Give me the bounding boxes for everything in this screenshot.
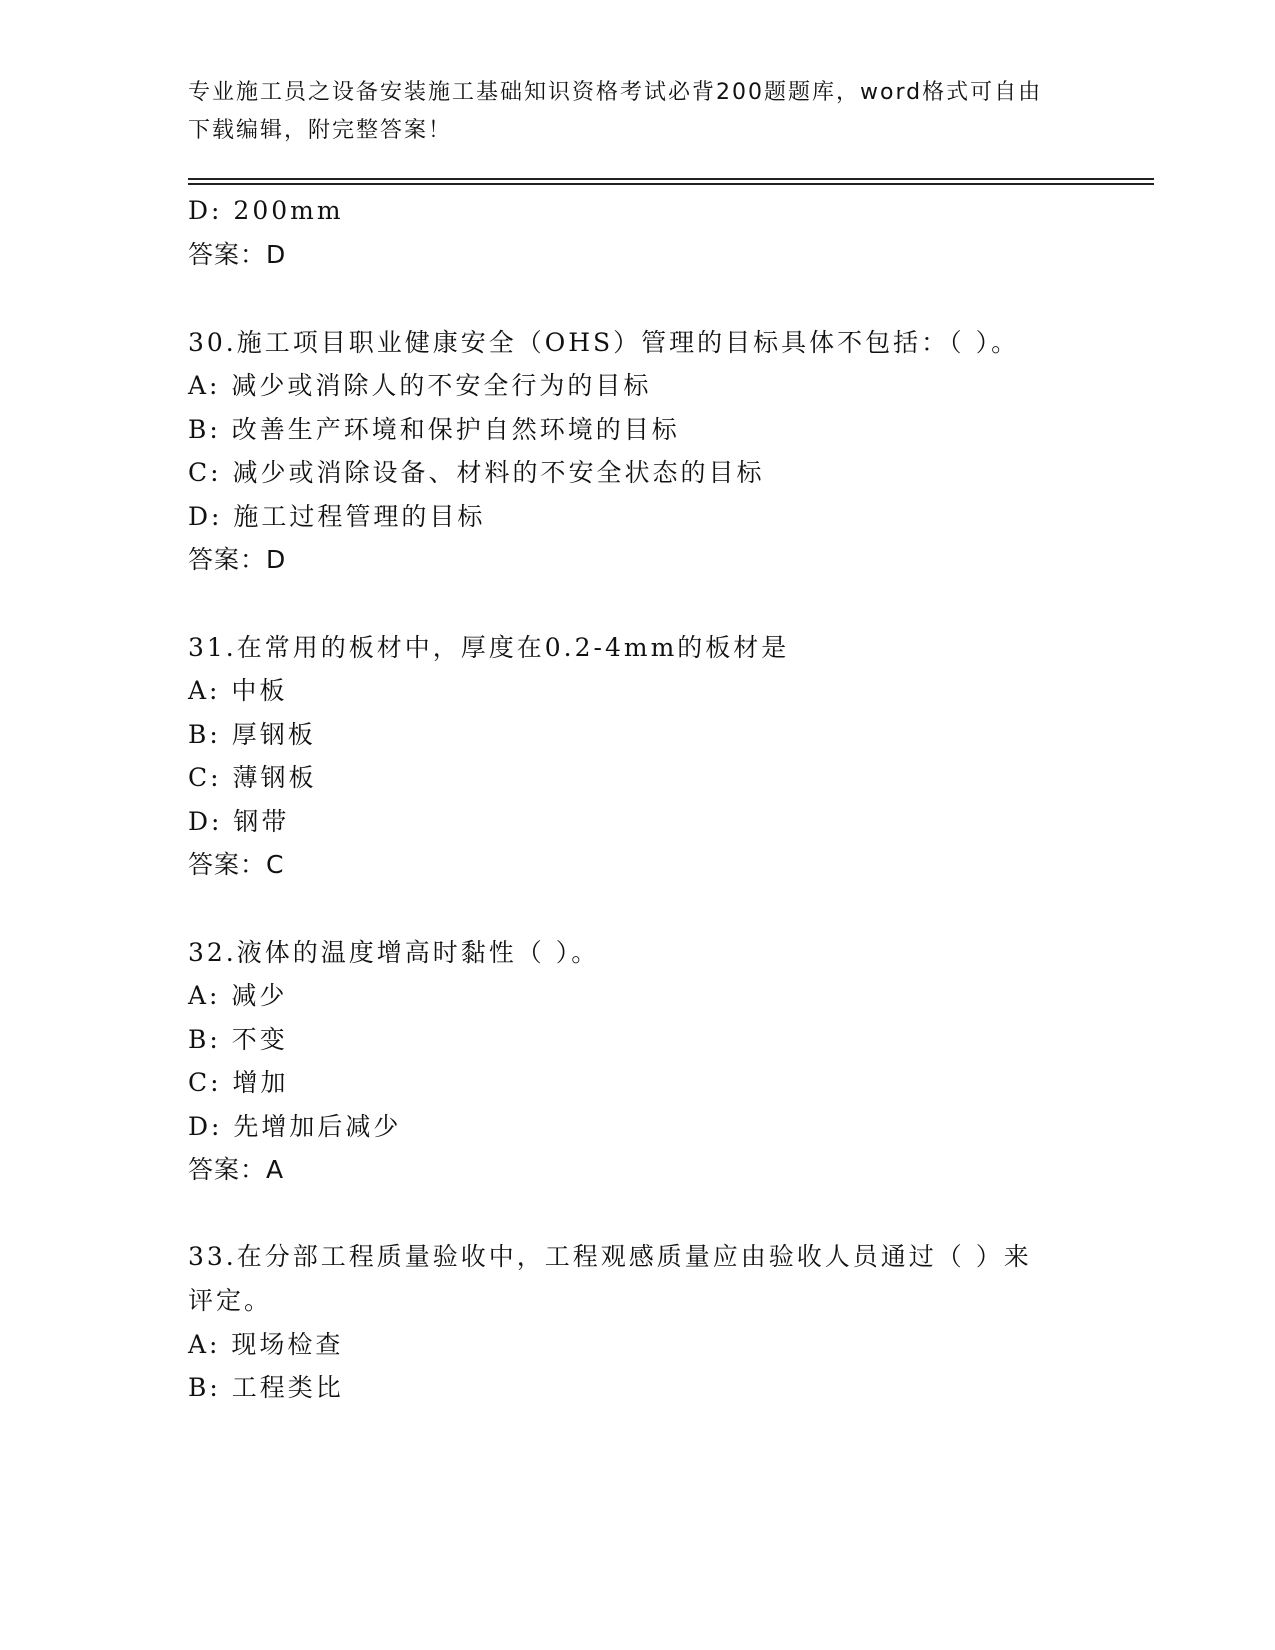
question-30-option-c: C: 减少或消除设备、材料的不安全状态的目标 (188, 458, 765, 487)
question-30-stem: 30.施工项目职业健康安全（OHS）管理的目标具体不包括：（ ）。 (188, 328, 1020, 357)
header-title-line-2: 下载编辑，附完整答案！ (188, 118, 453, 143)
question-31-option-d: D: 钢带 (188, 807, 290, 836)
carryover-answer: 答案：D (188, 240, 287, 269)
question-33-stem-line-2: 评定。 (188, 1286, 273, 1315)
question-30-option-a: A: 减少或消除人的不安全行为的目标 (188, 371, 652, 400)
question-32-option-d: D: 先增加后减少 (188, 1112, 402, 1141)
header-divider-bottom (188, 183, 1154, 185)
question-30-option-b: B: 改善生产环境和保护自然环境的目标 (188, 415, 680, 444)
question-33-option-a: A: 现场检查 (188, 1330, 344, 1359)
question-31-option-c: C: 薄钢板 (188, 763, 317, 792)
question-33-stem-line-1: 33.在分部工程质量验收中，工程观感质量应由验收人员通过（ ）来 (188, 1242, 1032, 1271)
question-31-stem: 31.在常用的板材中，厚度在0.2-4mm的板材是 (188, 633, 790, 662)
question-32-option-c: C: 增加 (188, 1068, 289, 1097)
header-divider-top (188, 178, 1154, 180)
document-header (188, 74, 1068, 150)
question-31-answer: 答案：C (188, 850, 285, 879)
question-31-option-b: B: 厚钢板 (188, 720, 316, 749)
question-30-answer: 答案：D (188, 545, 287, 574)
question-31-option-a: A: 中板 (188, 676, 288, 705)
question-32-option-a: A: 减少 (188, 981, 288, 1010)
question-33-option-b: B: 工程类比 (188, 1373, 344, 1402)
question-32-stem: 32.液体的温度增高时黏性（ ）。 (188, 938, 600, 967)
header-title-line-1: 专业施工员之设备安装施工基础知识资格考试必背200题题库，word格式可自由 (188, 80, 1043, 105)
question-32-answer: 答案：A (188, 1155, 285, 1184)
question-32-option-b: B: 不变 (188, 1025, 288, 1054)
carryover-option-d: D: 200mm (188, 196, 344, 225)
question-30-option-d: D: 施工过程管理的目标 (188, 502, 486, 531)
